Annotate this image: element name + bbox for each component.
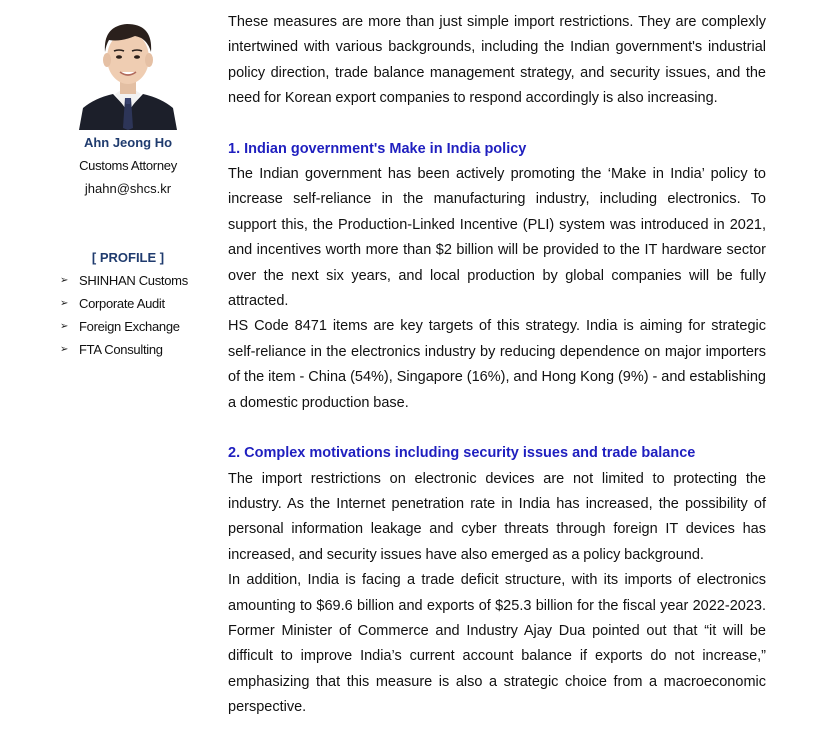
article-body — [228, 10, 766, 721]
section-spacer — [228, 112, 766, 137]
author-portrait-image — [77, 12, 179, 130]
arrowhead-bullet-icon: ➢ — [60, 344, 69, 355]
section-1-paragraph-2: HS Code 8471 items are key targets of this strategy. India is aiming for strategic self-reliance in the electronics industry by reducing dependence on major importers of the item - China (54%), Singapore (16%), and Hong Kong (9%) - and establishing a domestic production base. — [228, 318, 766, 411]
profile-item-label: Corporate Audit — [79, 296, 165, 311]
arrowhead-bullet-icon: ➢ — [60, 321, 69, 332]
section-2-paragraph-1: The import restrictions on electronic devices are not limited to protecting the industry. As the Internet penetration rate in India has increased, the possibility of personal information leakage and cyber threats through foreign IT devices has increased, and security issues have also emerged as a policy background. — [228, 470, 766, 563]
profile-heading: [ PROFILE ] — [91, 250, 165, 265]
profile-item-label: SHINHAN Customs — [79, 273, 188, 288]
author-name: Ahn Jeong Ho — [83, 135, 173, 150]
author-email[interactable]: jhahn@shcs.kr — [84, 181, 172, 196]
arrowhead-bullet-icon: ➢ — [60, 298, 69, 309]
profile-list — [60, 274, 188, 366]
author-photo — [77, 12, 179, 130]
profile-item — [60, 343, 188, 366]
section-1-heading: 1. Indian government's Make in India policy — [228, 140, 527, 157]
section-1-paragraph-1: The Indian government has been actively promoting the ‘Make in India’ policy to increase self-reliance in the manufacturing industry, including electronics. To support this, the Production-Linked Incentive (PLI) system was introduced in 2021, and incentives worth more than $2 billion will be provided to the IT hardware sector over the next six years, and local production by global companies will be fully attracted. — [228, 166, 766, 310]
profile-item — [60, 274, 188, 297]
profile-item — [60, 297, 188, 320]
profile-item — [60, 320, 188, 343]
section-2-heading: 2. Complex motivations including security issues and trade balance — [228, 445, 696, 462]
author-title: Customs Attorney — [79, 158, 177, 173]
profile-item-label: Foreign Exchange — [79, 319, 180, 334]
intro-paragraph: These measures are more than just simple import restrictions. They are complexly intertwined with various backgrounds, including the Indian government's industrial policy direction, trade balance management strategy, and security issues, and the need for Korean export companies to respond accordingly is also increasing. — [228, 14, 766, 107]
section-2-paragraph-2: In addition, India is facing a trade deficit structure, with its imports of electronics amounting to $69.6 billion and exports of $25.3 billion for the fiscal year 2022-2023. Former Minister of Commerce and Industry Ajay Dua pointed out that “it will be difficult to improve India’s current account balance if exports do not increase,” emphasizing that this measure is also a strategic choice from a macroeconomic perspective. — [228, 572, 766, 716]
arrowhead-bullet-icon: ➢ — [60, 275, 69, 286]
profile-item-label: FTA Consulting — [79, 342, 163, 357]
section-spacer — [228, 416, 766, 441]
